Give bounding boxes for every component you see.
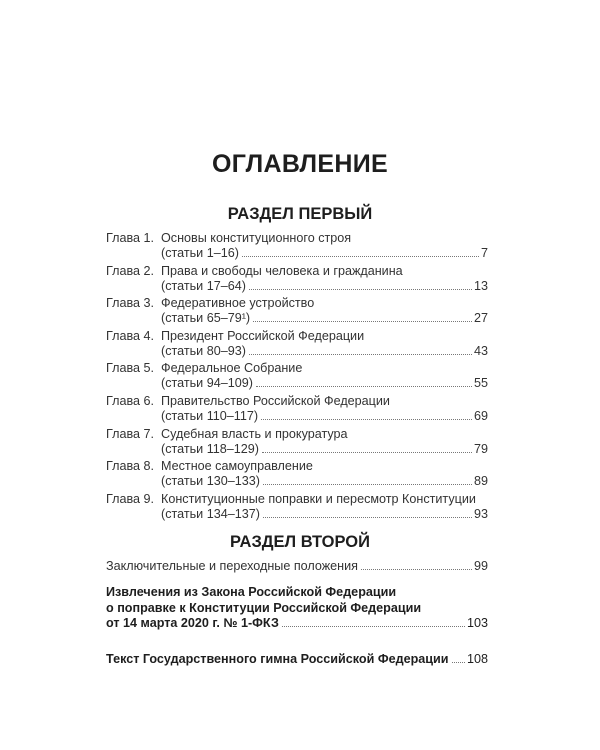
chapter-articles: (статьи 1–16) (161, 246, 239, 260)
chapter-name: Основы конституционного строя (161, 231, 352, 245)
chapter-articles: (статьи 94–109) (161, 376, 253, 391)
chapter-number: Глава 7. (106, 426, 155, 441)
chapter-articles: (статьи 110–117) (161, 408, 259, 423)
page-number: 27 (473, 311, 488, 326)
dot-leader (256, 385, 472, 387)
chapter-name: Судебная власть и прокуратура (161, 426, 348, 441)
entry-text: Текст Государственного гимна Российской Федерации (106, 652, 449, 666)
toc-entry-chapter-6[interactable] (106, 394, 488, 427)
dot-leader (361, 568, 472, 570)
page-number: 55 (473, 376, 488, 391)
chapter-number: Глава 1. (106, 231, 155, 245)
entry-text-line-1: Извлечения из Закона Российской Федерации (106, 585, 397, 599)
section-heading-first: РАЗДЕЛ ПЕРВЫЙ (227, 205, 373, 223)
page-number: 108 (466, 652, 488, 666)
dot-leader (452, 661, 465, 663)
dot-leader (242, 255, 479, 257)
dot-leader (261, 418, 472, 420)
chapter-list (106, 231, 488, 524)
page-number: 7 (480, 246, 488, 260)
chapter-name: Федеративное устройство (161, 296, 315, 311)
section-heading-second: РАЗДЕЛ ВТОРОЙ (229, 533, 370, 551)
page-number: 93 (473, 506, 488, 521)
chapter-articles: (статьи 130–133) (161, 474, 260, 489)
page-number: 43 (473, 343, 488, 358)
entry-text-line-3: от 14 марта 2020 г. № 1-ФКЗ (106, 616, 279, 630)
chapter-articles: (статьи 134–137) (161, 506, 260, 521)
chapter-name: Местное самоуправление (161, 459, 313, 474)
toc-entry-chapter-9[interactable] (106, 492, 488, 525)
toc-entry-chapter-8[interactable] (106, 459, 488, 492)
dot-leader (282, 625, 465, 627)
toc-entry-anthem[interactable] (106, 652, 488, 666)
entry-text-line-2: о поправке к Конституции Российской Федерации (106, 600, 422, 615)
chapter-number: Глава 9. (106, 491, 155, 506)
page-number: 99 (473, 559, 488, 573)
chapter-name: Президент Российской Федерации (161, 328, 365, 343)
toc-entry-amendment-extract[interactable] (106, 585, 488, 630)
chapter-number: Глава 8. (106, 459, 155, 474)
page-number: 89 (473, 474, 488, 489)
toc-entry-chapter-7[interactable] (106, 427, 488, 460)
toc-entry-chapter-4[interactable] (106, 329, 488, 362)
page-number: 13 (473, 278, 488, 293)
chapter-articles: (статьи 17–64) (161, 278, 246, 293)
page-title: ОГЛАВЛЕНИЕ (212, 150, 388, 178)
page-number: 69 (473, 408, 488, 423)
chapter-articles: (статьи 65–79¹) (161, 311, 251, 326)
chapter-name: Права и свободы человека и гражданина (161, 263, 403, 278)
chapter-number: Глава 2. (106, 263, 155, 278)
dot-leader (249, 353, 472, 355)
toc-entry-final-provisions[interactable] (106, 559, 488, 573)
dot-leader (263, 516, 472, 518)
chapter-number: Глава 6. (106, 393, 155, 408)
page-number: 103 (466, 616, 488, 630)
chapter-number: Глава 4. (106, 328, 155, 343)
page-number: 79 (473, 441, 488, 456)
toc-entry-chapter-1[interactable] (106, 231, 488, 264)
toc-entry-chapter-2[interactable] (106, 264, 488, 297)
dot-leader (249, 288, 472, 290)
dot-leader (253, 320, 472, 322)
entry-text: Заключительные и переходные положения (106, 559, 358, 573)
chapter-articles: (статьи 80–93) (161, 343, 246, 358)
chapter-number: Глава 3. (106, 296, 155, 311)
chapter-number: Глава 5. (106, 361, 155, 376)
chapter-name: Федеральное Собрание (161, 361, 303, 376)
chapter-articles: (статьи 118–129) (161, 441, 259, 456)
dot-leader (262, 451, 472, 453)
dot-leader (263, 483, 472, 485)
chapter-name: Конституционные поправки и пересмотр Конституции (161, 491, 476, 506)
chapter-name: Правительство Российской Федерации (161, 393, 390, 408)
toc-entry-chapter-5[interactable] (106, 361, 488, 394)
toc-entry-chapter-3[interactable] (106, 296, 488, 329)
